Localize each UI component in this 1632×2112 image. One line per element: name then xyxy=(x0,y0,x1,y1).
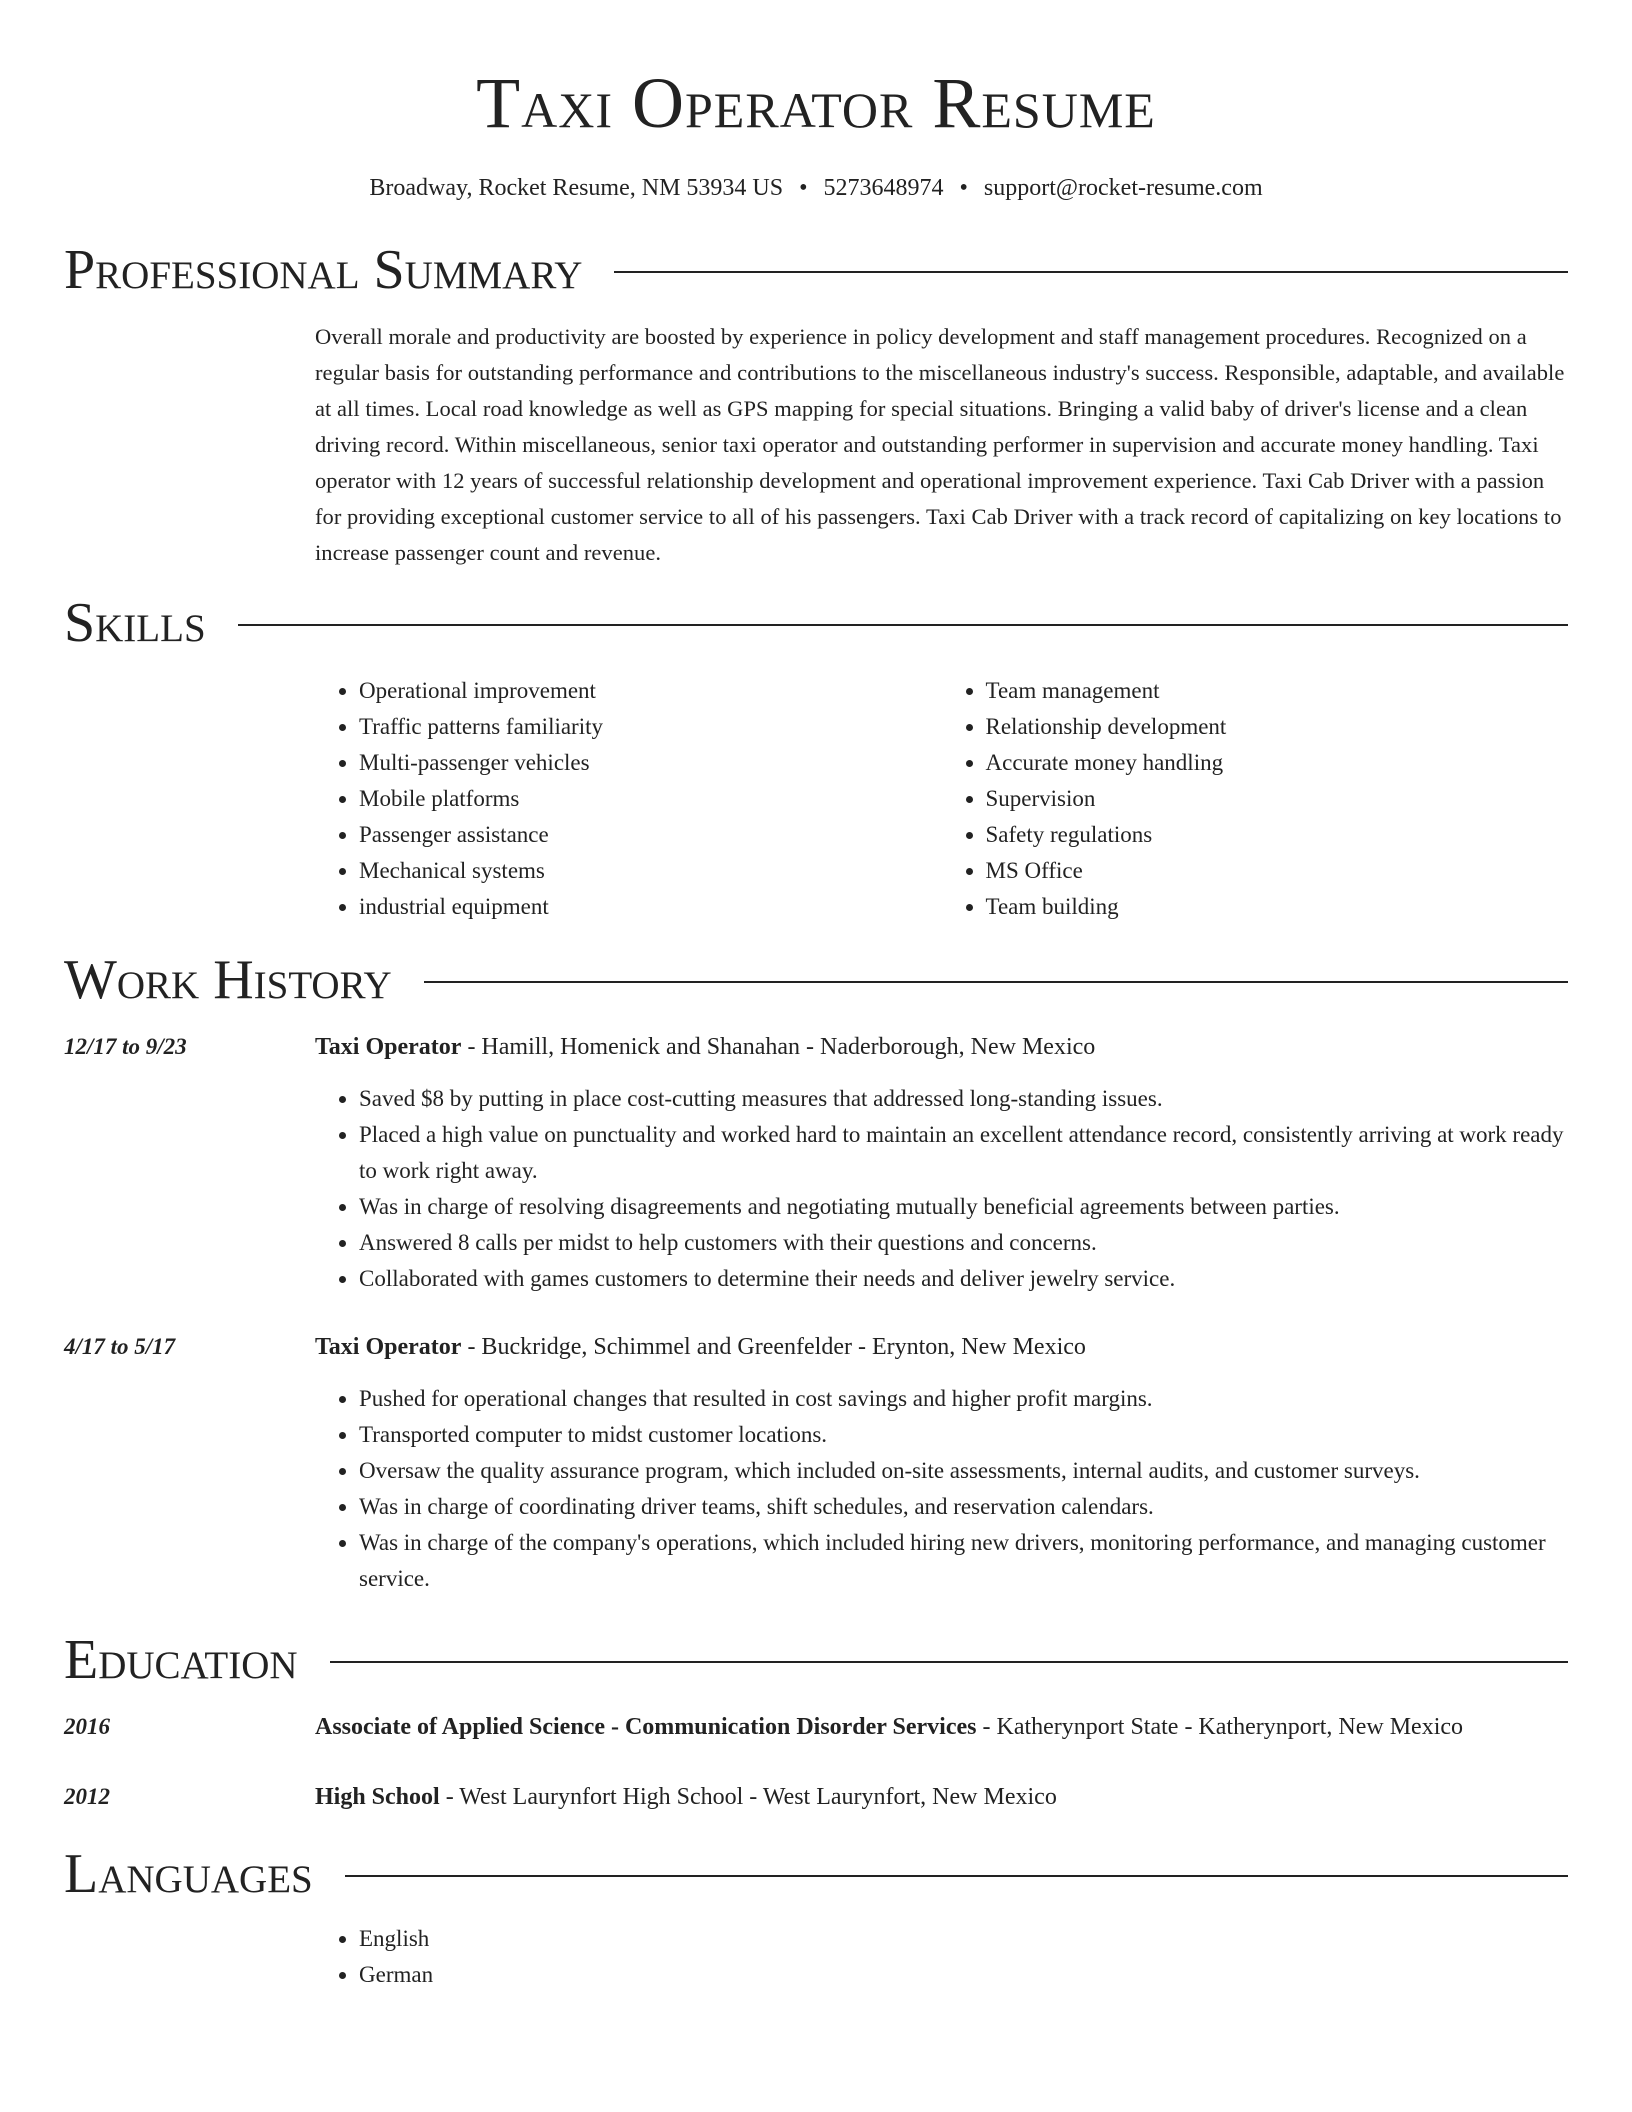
skills-column-left xyxy=(315,673,942,925)
job-dates: 4/17 to 5/17 xyxy=(64,1334,176,1359)
education-year: 2012 xyxy=(64,1784,110,1809)
contact-email[interactable]: support@rocket-resume.com xyxy=(983,175,1263,201)
languages-list xyxy=(315,1921,1568,1993)
job-bullet: • Collaborated with games customers to determine their needs and deliver jewelry service. xyxy=(359,1261,1568,1297)
job-bullet: • Was in charge of coordinating driver teams, shift schedules, and reservation calendars. xyxy=(359,1489,1568,1525)
job-bullet: • Was in charge of the company's operations, which included hiring new drivers, monitoring performance, and managing customer service. xyxy=(359,1525,1568,1597)
skill-item: • Operational improvement xyxy=(359,673,942,709)
education-details xyxy=(315,1707,1568,1747)
section-divider xyxy=(330,1661,1568,1663)
education-degree: High School xyxy=(315,1784,440,1810)
skill-item: • Multi-passenger vehicles xyxy=(359,745,942,781)
job-bullets xyxy=(315,1381,1568,1597)
job-bullet: • Transported computer to midst customer locations. xyxy=(359,1417,1568,1453)
job-title: Taxi Operator xyxy=(315,1334,462,1360)
summary-text: Overall morale and productivity are boosted by experience in policy development and staff management procedures. Recognized on a regular basis for outstanding performance and contributions to the miscellaneous industry's success. Responsible, adaptable, and available at all times. Local road knowledge as well as GPS mapping for special situations. Bringing a valid baby of driver's license and a clean driving record. Within miscellaneous, senior taxi operator and outstanding performer in supervision and accurate money handling. Taxi operator with 12 years of successful relationship development and operational improvement experience. Taxi Cab Driver with a passion for providing exceptional customer service to all of his passengers. Taxi Cab Driver with a track record of capitalizing on key locations to increase passenger count and revenue. xyxy=(315,324,1565,565)
job-bullet: • Oversaw the quality assurance program, which included on-site assessments, internal audits, and customer surveys. xyxy=(359,1453,1568,1489)
job-bullet: • Was in charge of resolving disagreements and negotiating mutually beneficial agreements between parties. xyxy=(359,1189,1568,1225)
skill-item: • Safety regulations xyxy=(986,817,1569,853)
contact-separator: • xyxy=(799,175,808,201)
job-bullet: • Pushed for operational changes that resulted in cost savings and higher profit margins. xyxy=(359,1381,1568,1417)
job-bullet: • Saved $8 by putting in place cost-cutting measures that addressed long-standing issues. xyxy=(359,1081,1568,1117)
job-title: Taxi Operator xyxy=(315,1034,462,1060)
resume-title: Taxi Operator Resume xyxy=(476,63,1156,143)
skill-item: • Passenger assistance xyxy=(359,817,942,853)
languages-section-heading xyxy=(64,1839,1568,1909)
skill-item: • Relationship development xyxy=(986,709,1569,745)
skills-list xyxy=(315,673,1568,925)
job-bullet: • Answered 8 calls per midst to help customers with their questions and concerns. xyxy=(359,1225,1568,1261)
job-dates: 12/17 to 9/23 xyxy=(64,1034,187,1059)
section-divider xyxy=(345,1875,1568,1877)
job-company-location: - Buckridge, Schimmel and Greenfelder - Erynton, New Mexico xyxy=(461,1334,1086,1360)
skill-item: • industrial equipment xyxy=(359,889,942,925)
contact-phone: 5273648974 xyxy=(823,175,944,201)
skill-item: • Mobile platforms xyxy=(359,781,942,817)
education-school: - West Laurynfort High School - West Laurynfort, New Mexico xyxy=(439,1784,1057,1810)
skill-item: • Team management xyxy=(986,673,1569,709)
skill-item: • Supervision xyxy=(986,781,1569,817)
skill-item: • Traffic patterns familiarity xyxy=(359,709,942,745)
education-details xyxy=(315,1777,1568,1817)
education-entry xyxy=(64,1777,1568,1817)
section-divider xyxy=(238,624,1568,626)
skills-section-heading xyxy=(64,588,1568,658)
language-item: • English xyxy=(359,1921,1568,1957)
skills-heading-text: Skills xyxy=(64,592,206,654)
education-heading-text: Education xyxy=(64,1629,298,1691)
contact-line xyxy=(64,170,1568,206)
job-company-location: - Hamill, Homenick and Shanahan - Naderborough, New Mexico xyxy=(461,1034,1096,1060)
work-section-heading xyxy=(64,945,1568,1015)
education-school: - Katherynport State - Katherynport, New Mexico xyxy=(976,1714,1464,1740)
skill-item: • Team building xyxy=(986,889,1569,925)
job-header xyxy=(315,1327,1568,1367)
section-divider xyxy=(614,271,1568,273)
languages-heading-text: Languages xyxy=(64,1843,313,1905)
contact-separator: • xyxy=(959,175,968,201)
language-item: • German xyxy=(359,1957,1568,1993)
skill-item: • Accurate money handling xyxy=(986,745,1569,781)
education-year: 2016 xyxy=(64,1714,110,1739)
education-section-heading xyxy=(64,1625,1568,1695)
job-entry xyxy=(64,1027,1568,1067)
skills-column-right xyxy=(942,673,1569,925)
resume-page xyxy=(64,0,1568,1993)
job-entry xyxy=(64,1327,1568,1367)
education-degree: Associate of Applied Science - Communication Disorder Services xyxy=(315,1714,977,1740)
work-heading-text: Work History xyxy=(64,949,392,1011)
skill-item: • MS Office xyxy=(986,853,1569,889)
education-entry xyxy=(64,1707,1568,1747)
summary-heading-text: Professional Summary xyxy=(64,239,583,301)
job-bullets xyxy=(315,1081,1568,1297)
job-bullet: • Placed a high value on punctuality and worked hard to maintain an excellent attendance record, consistently arriving at work ready to work right away. xyxy=(359,1117,1568,1189)
section-divider xyxy=(424,981,1568,983)
contact-address: Broadway, Rocket Resume, NM 53934 US xyxy=(369,175,784,201)
skill-item: • Mechanical systems xyxy=(359,853,942,889)
summary-section-heading xyxy=(64,235,1568,305)
job-header xyxy=(315,1027,1568,1067)
